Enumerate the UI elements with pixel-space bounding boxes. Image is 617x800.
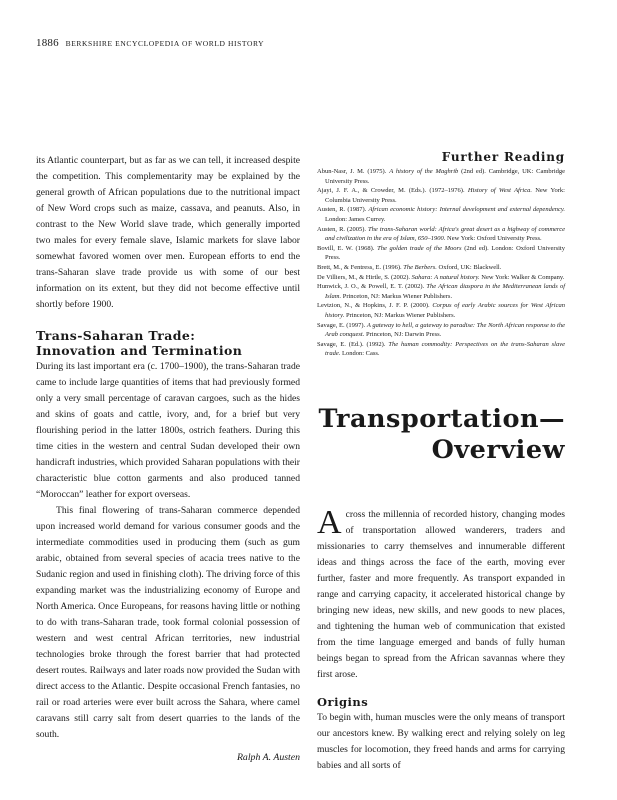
reference-author-year: Austen, R. (2005). [317,225,369,233]
reference-publisher: New York: Oxford University Press. [445,235,542,243]
article-title-line: Overview [431,435,565,465]
reference-publisher: New York: Columbia University Press. [325,187,565,204]
section-heading-line: Trans-Saharan Trade: [36,328,196,343]
reference-title: African economic history: Internal development and external dependency. [368,206,565,214]
page-number: 1886 [36,37,59,49]
reference-publisher: (2nd ed). London: Oxford University Press. [325,244,565,262]
reference-title: Corpus of early Arabic sources for West African history. [325,302,566,319]
drop-cap: A [317,504,342,541]
running-head [36,37,264,49]
reference-publisher: New York: Walker & Company. [479,273,565,281]
intro-paragraph [317,504,565,683]
body-paragraph: its Atlantic counterpart, but as far as we can tell, it increased despite the competition. This complementarity may be explained by the general growth of African populations due to the nutritional impact of New Word crops such as maize, cassava, and peanuts. Also, in contrast to the New World slave trade, which generally imported two males for every female slave, Islamic markets for slave labor somewhat favored women over men. European efforts to end the trans-Saharan slave trade provide us with some of our best information on its extent, but they did not become effective until shortly before 1900. [36,155,300,310]
reference-entry [317,244,565,263]
reference-author-year: Brett, M., & Fentress, E. (1996). [317,263,404,271]
reference-author-year: Hunwick, J. O., & Powell, E. T. (2002). [317,283,427,291]
reference-title: History of West Africa. [467,187,532,195]
reference-entry [317,263,565,273]
reference-author-year: Ajayi, J. F. A., & Crowder, M. (Eds.). (1972–1976). [317,187,468,195]
reference-author-year: Abun-Nasr, J. M. (1975). [317,168,390,175]
reference-title: The human commodity: Perspectives on the trans-Saharan slave trade. [325,340,565,358]
reference-publisher: (2nd ed). Cambridge, UK: Cambridge University Press. [325,168,566,185]
reference-title: The trans-Saharan world: Africa's great desert as a highway of commerce and civilization in the era of Islam, 650–1900. [325,225,565,243]
body-paragraph: During its last important era (c. 1700–1900), the trans-Saharan trade came to include large quantities of items that had previously formed only a very small percentage of caravan cargoes, such as the hides and skins of goats and cattle, ivory, and, for a brief but very flourishing period in the latter 1800s, ostrich feathers. During this time cities in the western and central Sudan developed their own handicraft industries, which provided Saharan populations with their characteristic blue cotton garments and also produced tanned “Moroccan” leather for export overseas. [36,361,300,500]
reference-entry [317,205,565,224]
article-title [318,404,565,466]
reference-author-year: Savage, E. (Ed.). (1992). [317,340,389,348]
further-reading-section [317,150,565,359]
left-column [36,153,300,763]
reference-author-year: Austen, R. (1987). [317,206,369,214]
section-heading-line: Innovation and Termination [36,343,243,358]
reference-entry [317,167,565,186]
author-byline: Ralph A. Austen [236,752,300,763]
intro-text: cross the millennia of recorded history, changing modes of transportation allowed wanderers, traders and missionaries to carry themselves and innumerable different ideas and things across the face of the earth, moving ever further, faster and more frequently. As transport expanded in range and carrying capacity, it accelerated historical change by bringing new ideas, new skills, and new goods to new places, and tightening the human web of communication that existed from the time language emerged and bands of fully human beings began to spread from the African savannas where they first arose. [317,509,565,680]
reference-publisher: London: Cass. [340,350,380,358]
article-body [317,504,565,774]
reference-title: The Berbers. [403,263,437,271]
series-title: BERKSHIRE ENCYCLOPEDIA OF WORLD HISTORY [65,39,265,48]
reference-entry [317,273,565,283]
article-title-line: Transportation— [318,404,565,434]
reference-publisher: London: James Currey. [325,215,386,223]
origins-heading: Origins [317,695,369,709]
reference-title: The African diaspora in the Mediterranean lands of Islam. [325,283,565,300]
reference-title: The golden trade of the Moors [377,244,462,252]
reference-title: A gateway to hell, a gateway to paradise: The North African response to the Arab conquest. [325,321,565,339]
body-paragraph: To begin with, human muscles were the only means of transport our ancestors knew. By walking erect and relying solely on leg muscles for locomotion, they freed hands and arms for carrying babies and all sorts of [317,712,565,771]
reference-entry [317,186,565,205]
reference-publisher: Princeton, NJ: Markus Wiener Publishers. [344,311,456,319]
reference-publisher: Princeton, NJ: Markus Wiener Publishers. [341,292,453,300]
reference-entry [317,301,565,320]
reference-entry [317,282,565,301]
reference-publisher: Oxford, UK: Blackwell. [436,263,502,271]
reference-list [317,167,565,359]
body-paragraph: This final flowering of trans-Saharan commerce depended upon increased world demand for various consumer goods and the intermediate commodities used in producing them (such as gum arabic, obtained from several species of acacia trees native to the Sudanic region and used in finishing cloth). The driving force of this expanding market was the industrializing economy of Europe and North America. Once Europeans, for reasons having little or nothing to do with trans-Saharan trade, took formal colonial possession of western and west central African territories, new industrial technologies broke through the forest barrier that had protected desert routes. Railways and later roads now provided the Sudan with direct access to the Atlantic. Despite occasional French fantasies, no rail or road arteries were ever built across the Sahara, where camel caravans still carry salt from desert quarries to the lands of the south. [36,505,300,740]
reference-entry [317,321,565,340]
section-heading [36,328,300,358]
reference-author-year: Levtzion, N., & Hopkins, J. F. P. (2000). [317,302,433,310]
reference-entry [317,340,565,359]
reference-author-year: De Villiers, M., & Hirtle, S. (2002). [317,273,412,281]
reference-publisher: Princeton, NJ: Darwin Press. [364,331,442,339]
further-reading-title: Further Reading [441,150,565,164]
reference-entry [317,225,565,244]
reference-author-year: Bovill, E. W. (1968). [317,244,378,252]
reference-author-year: Savage, E. (1997). [317,321,367,329]
reference-title: A history of the Maghrib [389,168,459,175]
reference-title: Sahara: A natural history. [411,273,480,281]
